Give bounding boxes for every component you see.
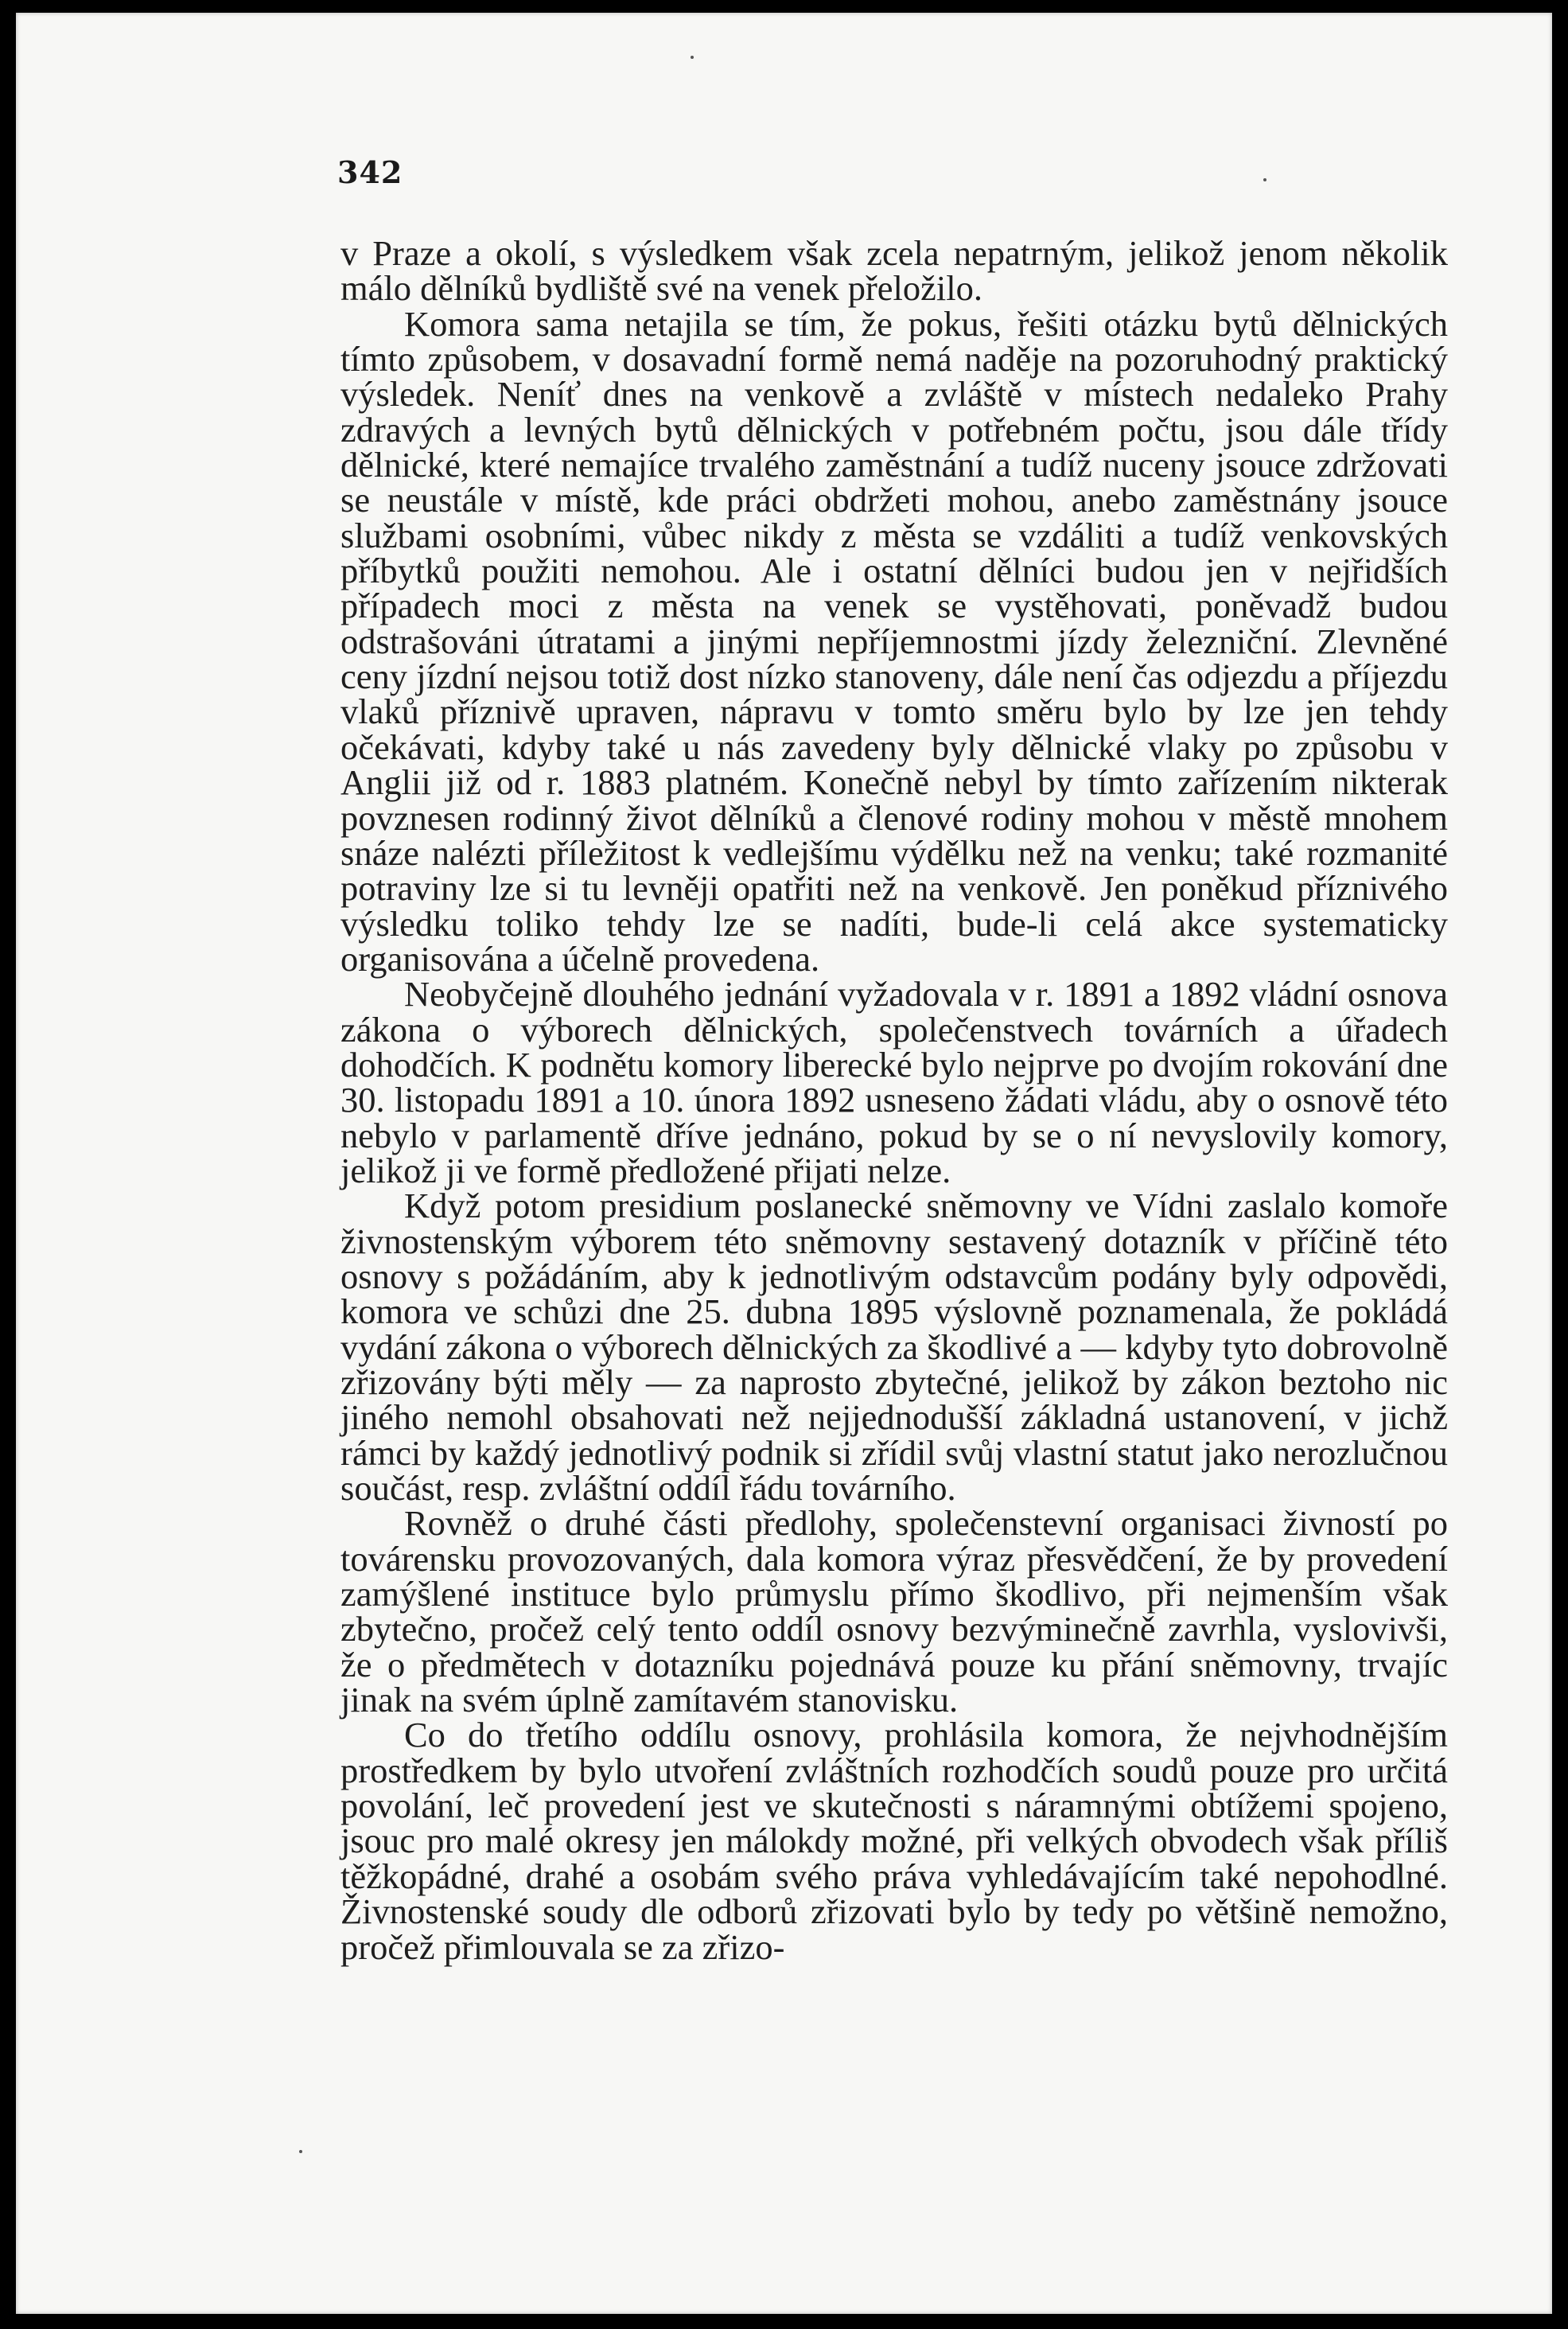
paragraph: v Praze a okolí, s výsledkem však zcela nepatrným, jelikož jenom několik málo dělníků bydliště své na venek přeložilo. [340,233,1448,309]
dust-speck [1263,178,1266,181]
dust-speck [299,2150,302,2153]
dust-speck [691,56,694,59]
paragraph: Neobyčejně dlouhého jednání vyžadovala v r. 1891 a 1892 vládní osnova zákona o výborech dělnických, společenstvech továrních a úřadech dohodčích. K podnětu komory liberecké bylo nejprve po dvojím rokování dne 30. listopadu 1891 a 10. února 1892 usneseno žádati vládu, aby o osnově této nebylo v parlamentě dříve jednáno, pokud by se o ní nevyslovily komory, jelikož ji ve formě předložené přijati nelze. [340,974,1448,1190]
paragraph: Co do třetího oddílu osnovy, prohlásila komora, že nejvhodnějším prostředkem by bylo utvoření zvláštních rozhodčích soudů pouze pro určitá povolání, leč provedení jest ve skutečnosti s náramnými obtížemi spojeno, jsouc pro malé okresy jen málokdy možné, při velkých obvodech však příliš těžkopádné, drahé a osobám svého práva vyhledávajícím také nepohodlné. Živnostenské soudy dle odborů zřizovati bylo by tedy po většině nemožno, pročež přimlouvala se za zřizo- [340,1715,1448,1967]
paragraph: Rovněž o druhé části předlohy, společenstevní organisaci živností po továrensku provozovaných, dala komora výraz přesvědčení, že by provedení zamýšlené instituce bylo průmyslu přímo škodlivo, při nejmenším však zbytečno, pročež celý tento oddíl osnovy bezvýminečně zavrhla, vyslovivši, že o předmětech v dotazníku pojednává pouze ku přání sněmovny, trvajíc jinak na svém úplně zamítavém stanovisku. [340,1503,1448,1720]
page-number: 342 [337,154,403,190]
paragraph: Když potom presidium poslanecké sněmovny ve Vídni zaslalo komoře živnostenským výborem této sněmovny sestavený dotazník v příčině této osnovy s požádáním, aby k jednotlivým odstavcům podány byly odpovědi, komora ve schůzi dne 25. dubna 1895 výslovně poznamenala, že pokládá vydání zákona o výborech dělnických za škodlivé a — kdyby tyto dobrovolně zřizovány býti měly — za naprosto zbytečné, jelikož by zákon beztoho nic jiného nemohl obsahovati než nejjednodušší základná ustanovení, v jichž rámci by každý jednotlivý podnik si zřídil svůj vlastní statut jako nerozlučnou součást, resp. zvláštní oddíl řádu továrního. [340,1186,1448,1509]
book-page [16,13,1552,2314]
paragraph: Komora sama netajila se tím, že pokus, řešiti otázku bytů dělnických tímto způsobem, v dosavadní formě nemá naděje na pozoruhodný praktický výsledek. Neníť dnes na venkově a zvláště v místech nedaleko Prahy zdravých a levných bytů dělnických v potřebném počtu, jsou dále třídy dělnické, které nemajíce trvalého zaměstnání a tudíž nuceny jsouce zdržovati se neustále v místě, kde práci obdržeti mohou, anebo zaměstnány jsouce službami osobními, vůbec nikdy z města se vzdáliti a tudíž venkovských příbytků použiti nemohou. Ale i ostatní dělníci budou jen v nejřidších případech moci z města na venek se vystěhovati, poněvadž budou odstrašováni útratami a jinými nepříjemnostmi jízdy železniční. Zlevněné ceny jízdní nejsou totiž dost nízko stanoveny, dále není čas odjezdu a příjezdu vlaků příznivě upraven, nápravu v tomto směru bylo by lze jen tehdy očekávati, kdyby také u nás zavedeny byly dělnické vlaky po způsobu v Anglii již od r. 1883 platném. Konečně nebyl by tímto zařízením nikterak povznesen rodinný život dělníků a členové rodiny mohou v městě mnohem snáze nalézti příležitost k vedlejšímu výdělku než na venku; také rozmanité potraviny lze si tu levněji opatřiti než na venkově. Jen poněkud příznivého výsledku toliko tehdy lze se nadíti, bude-li celá akce systematicky organisována a účelně provedena. [340,303,1448,979]
body-text [340,233,1448,1967]
